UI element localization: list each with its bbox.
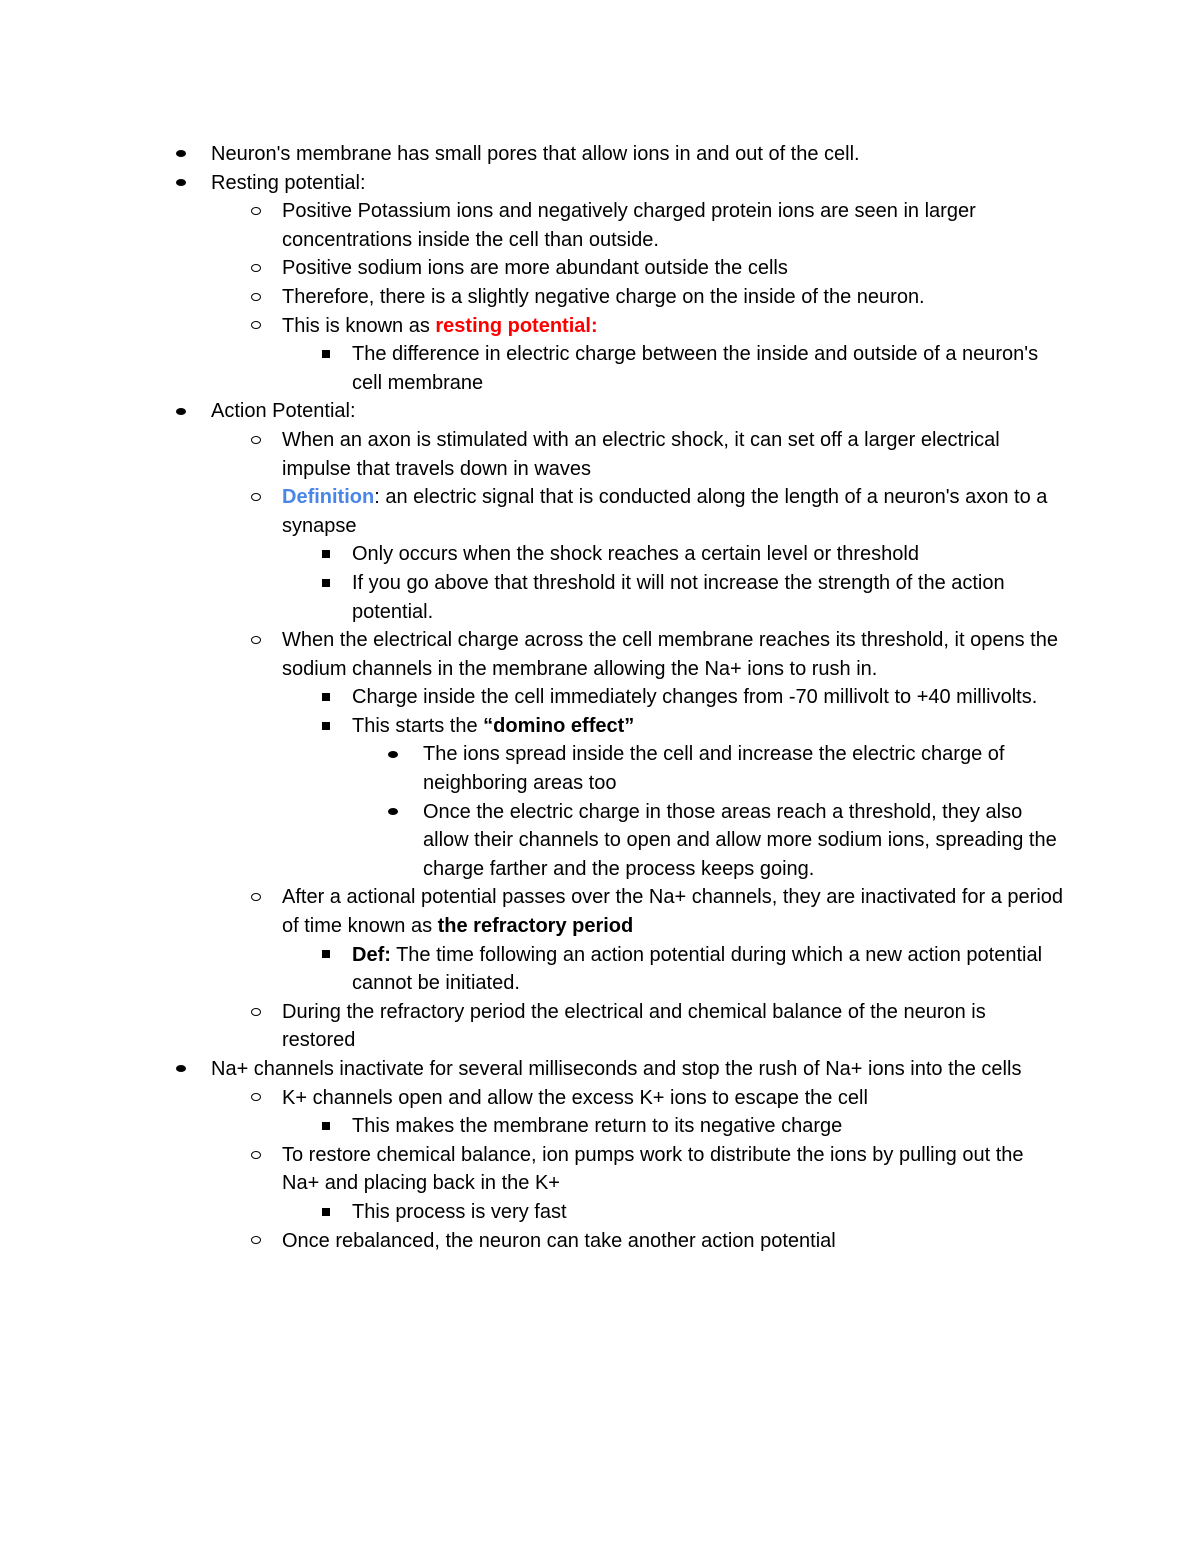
square-bullet-icon: [316, 340, 336, 369]
item-text: Therefore, there is a slightly negative charge on the inside of the neuron.: [282, 285, 925, 308]
bullet-item: [211, 397, 1064, 426]
item-text: When the electrical charge across the cell membrane reaches its threshold, it opens the sodium channels in the membrane allowing the Na+ ions to rush in.: [282, 629, 1058, 680]
disc-bullet-icon: [383, 740, 403, 769]
bullet-item: [211, 169, 1064, 198]
bullet-item: [211, 140, 1064, 169]
bullet-item: [352, 540, 1064, 569]
bullet-item: [352, 569, 1064, 626]
item-text: Action Potential:: [211, 400, 356, 423]
circle-bullet-icon: [246, 626, 266, 655]
disc-bullet-icon: [383, 798, 403, 827]
circle-bullet-icon: [246, 254, 266, 283]
square-bullet-icon: [316, 712, 336, 741]
square-bullet-icon: [316, 569, 336, 598]
item-text: Charge inside the cell immediately changes from -70 millivolt to +40 millivolts.: [352, 686, 1038, 709]
disc-bullet-icon: [171, 397, 191, 426]
bullet-item: [352, 340, 1064, 397]
circle-bullet-icon: [246, 1084, 266, 1113]
square-bullet-icon: [316, 1112, 336, 1141]
highlighted-term: “domino effect”: [483, 714, 635, 737]
item-text: Once the electric charge in those areas reach a threshold, they also allow their channels to open and allow more sodium ions, spreading the charge farther and the process keeps going.: [423, 800, 1057, 880]
bullet-item: [352, 941, 1064, 998]
square-bullet-icon: [316, 1198, 336, 1227]
bullet-item: [282, 483, 1064, 540]
item-text: K+ channels open and allow the excess K+ ions to escape the cell: [282, 1086, 868, 1109]
bullet-item: [211, 1055, 1064, 1084]
highlighted-term: resting potential:: [435, 314, 598, 337]
bullet-item: [352, 712, 1064, 741]
item-text: Neuron's membrane has small pores that allow ions in and out of the cell.: [211, 143, 860, 165]
item-text: The difference in electric charge between the inside and outside of a neuron's cell membrane: [352, 343, 1039, 394]
bullet-item: [352, 1112, 1064, 1141]
bullet-item: [282, 883, 1064, 940]
circle-bullet-icon: [246, 426, 266, 455]
circle-bullet-icon: [246, 197, 266, 226]
circle-bullet-icon: [246, 312, 266, 341]
circle-bullet-icon: [246, 283, 266, 312]
item-text: Only occurs when the shock reaches a certain level or threshold: [352, 543, 919, 566]
disc-bullet-icon: [171, 140, 191, 169]
circle-bullet-icon: [246, 1141, 266, 1170]
circle-bullet-icon: [246, 998, 266, 1027]
item-text: During the refractory period the electrical and chemical balance of the neuron is restored: [282, 1000, 986, 1052]
item-text: The time following an action potential during which a new action potential cannot be initiated.: [352, 943, 1043, 995]
bullet-item: [282, 197, 1064, 254]
disc-bullet-icon: [171, 169, 191, 198]
item-text: This is known as: [282, 314, 436, 337]
item-text: This process is very fast: [352, 1200, 567, 1223]
disc-bullet-icon: [171, 1055, 191, 1084]
notes-list: [0, 140, 1200, 1255]
item-text: When an axon is stimulated with an electric shock, it can set off a larger electrical impulse that travels down in waves: [282, 428, 1000, 480]
bullet-item: [282, 1227, 1064, 1256]
item-text: Positive Potassium ions and negatively charged protein ions are seen in larger concentrations inside the cell than outside.: [282, 200, 976, 251]
item-text: Positive sodium ions are more abundant outside the cells: [282, 257, 788, 280]
bullet-item: [423, 740, 1064, 797]
item-text: This makes the membrane return to its negative charge: [352, 1115, 843, 1138]
item-text: If you go above that threshold it will not increase the strength of the action potential.: [352, 571, 1005, 623]
item-text: Na+ channels inactivate for several milliseconds and stop the rush of Na+ ions into the cells: [211, 1058, 1022, 1080]
item-text: Once rebalanced, the neuron can take another action potential: [282, 1229, 836, 1252]
bullet-item: [282, 626, 1064, 683]
circle-bullet-icon: [246, 483, 266, 512]
bullet-item: [282, 1141, 1064, 1198]
bullet-item: [352, 683, 1064, 712]
highlighted-term: the refractory period: [437, 915, 634, 938]
item-text: To restore chemical balance, ion pumps work to distribute the ions by pulling out the Na+ and placing back in the K+: [282, 1143, 1024, 1195]
bullet-item: [282, 312, 1064, 341]
bullet-item: [352, 1198, 1064, 1227]
bullet-item: [282, 998, 1064, 1055]
bullet-item: [282, 283, 1064, 312]
item-text: : an electric signal that is conducted along the length of a neuron's axon to a synapse: [282, 486, 1048, 537]
bullet-item: [423, 798, 1064, 884]
circle-bullet-icon: [246, 1227, 266, 1256]
bullet-item: [282, 254, 1064, 283]
item-text: Resting potential:: [211, 171, 366, 194]
item-text: This starts the: [352, 714, 484, 737]
circle-bullet-icon: [246, 883, 266, 912]
highlighted-term: Def:: [352, 943, 391, 966]
square-bullet-icon: [316, 941, 336, 970]
item-text: The ions spread inside the cell and increase the electric charge of neighboring areas too: [423, 743, 1005, 795]
bullet-item: [282, 426, 1064, 483]
bullet-item: [282, 1084, 1064, 1113]
highlighted-term: Definition: [282, 486, 375, 509]
square-bullet-icon: [316, 540, 336, 569]
square-bullet-icon: [316, 683, 336, 712]
item-text: After a actional potential passes over the Na+ channels, they are inactivated for a period of time known as: [282, 886, 1064, 938]
